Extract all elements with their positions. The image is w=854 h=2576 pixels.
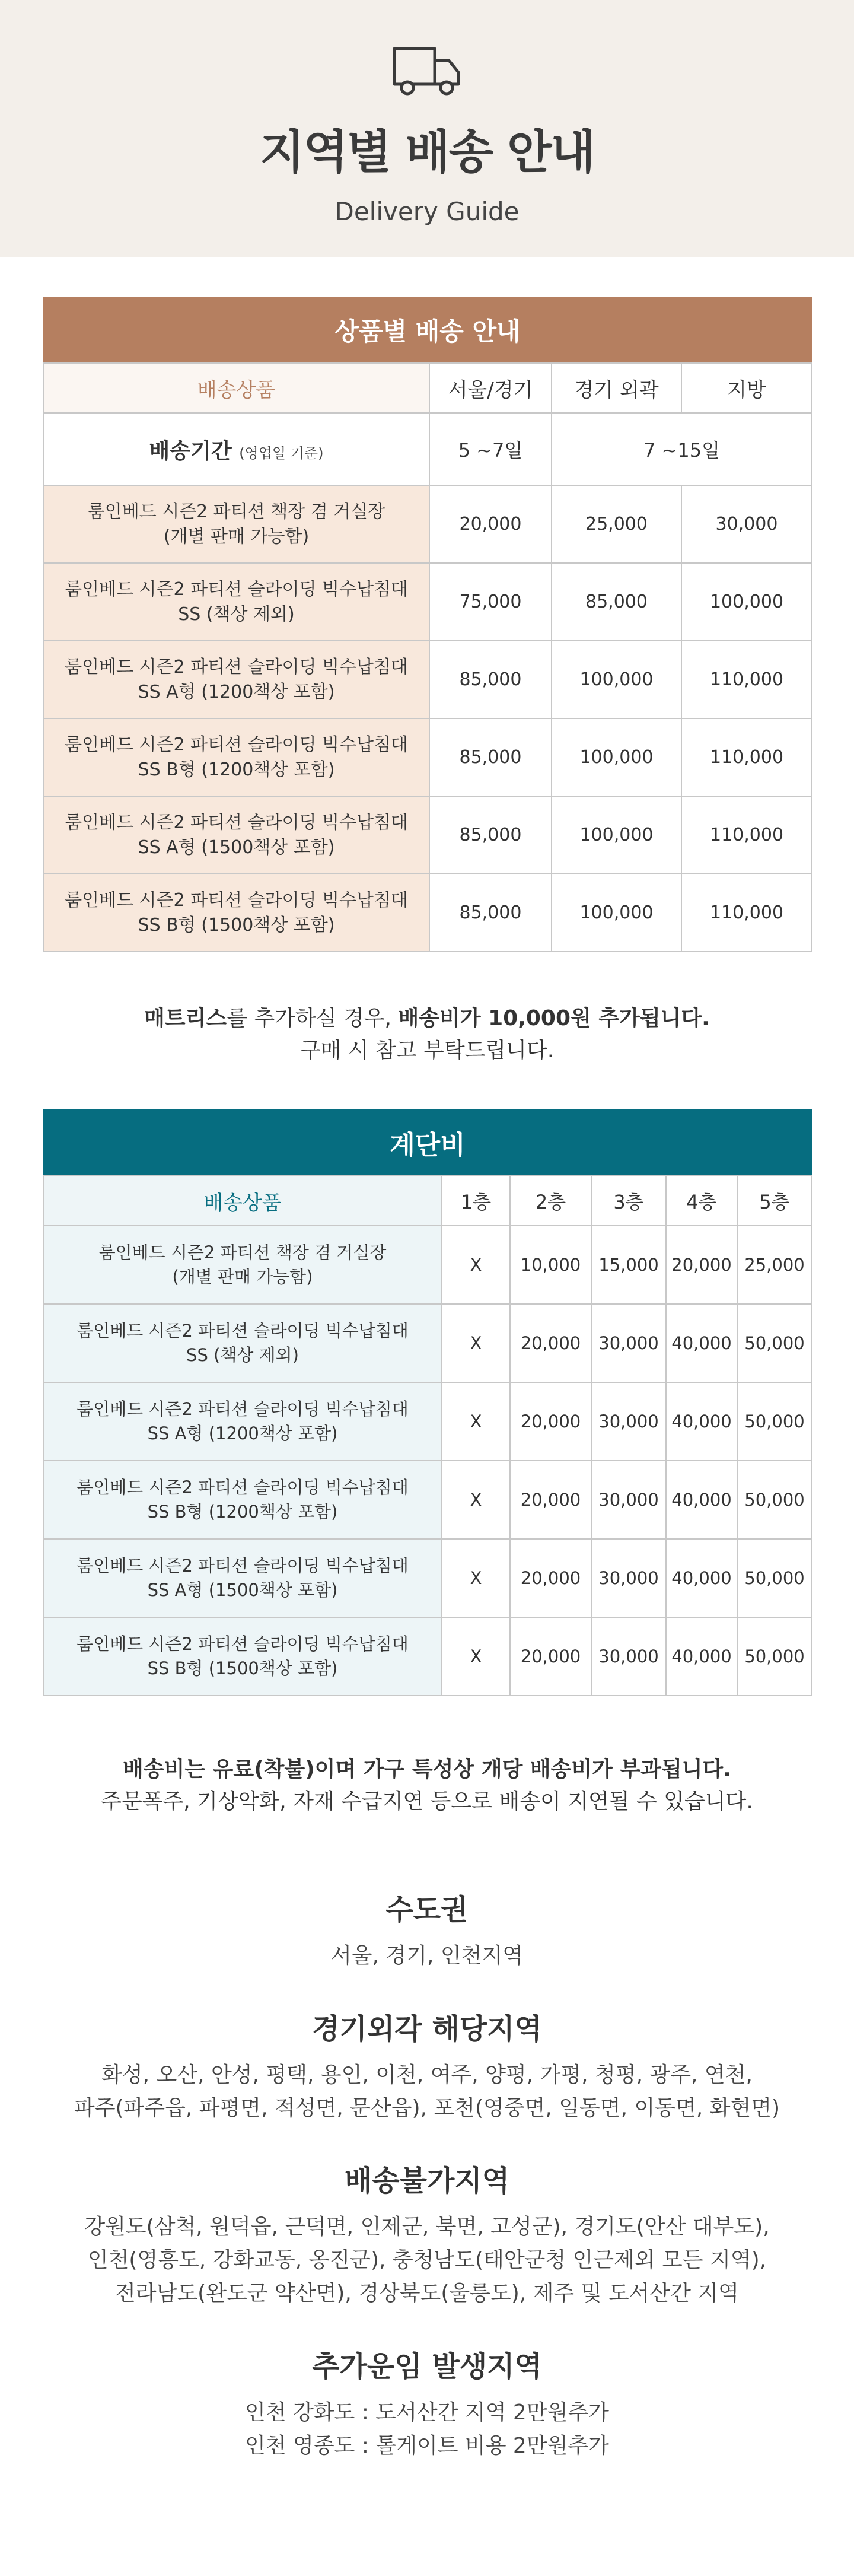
- fee-cell: X: [442, 1617, 510, 1696]
- column-header: 2층: [510, 1176, 591, 1226]
- column-header: 경기 외곽: [552, 363, 681, 413]
- region-title: 배송불가지역: [344, 2164, 510, 2198]
- product-variant: SS B형 (1200책상 포함): [138, 759, 335, 780]
- fee-cell: 100,000: [552, 874, 681, 952]
- fee-cell: X: [442, 1539, 510, 1617]
- table-row: [43, 1617, 812, 1696]
- product-name: 룸인베드 시즌2 파티션 슬라이딩 빅수납침대: [77, 1556, 409, 1576]
- notice-text: 를 추가하실 경우,: [227, 1006, 399, 1031]
- fee-cell: 110,000: [681, 641, 812, 718]
- fee-cell: 85,000: [429, 874, 552, 952]
- table-banner-title: 계단비: [390, 1130, 466, 1160]
- table-row: [43, 485, 812, 563]
- fee-cell: 30,000: [681, 485, 812, 563]
- fee-cell: 40,000: [666, 1304, 737, 1382]
- region-title: 추가운임 발생지역: [312, 2349, 542, 2383]
- table-row: [43, 1226, 812, 1304]
- fee-cell: 85,000: [429, 796, 552, 874]
- table-row: [43, 563, 812, 641]
- hero-header: [0, 0, 854, 257]
- column-header: 배송상품: [43, 363, 429, 413]
- table-row: [43, 1461, 812, 1539]
- fee-cell: 40,000: [666, 1617, 737, 1696]
- fee-cell: 85,000: [552, 563, 681, 641]
- delivery-period-row: [43, 413, 812, 485]
- product-cell: [43, 796, 429, 874]
- fee-cell: 50,000: [737, 1382, 812, 1461]
- region-body: [0, 1939, 854, 1973]
- region-line: 강원도(삼척, 원덕읍, 근덕면, 인제군, 북면, 고성군), 경기도(안산 대부도),: [84, 2215, 770, 2240]
- fee-cell: 30,000: [591, 1304, 666, 1382]
- fee-cell: 85,000: [429, 718, 552, 796]
- product-cell: [43, 718, 429, 796]
- region-body: [0, 2396, 854, 2463]
- shipping-fee-table: [43, 297, 811, 952]
- period-other: 7 ~15일: [552, 413, 812, 485]
- fee-cell: 100,000: [681, 563, 812, 641]
- period-note: (영업일 기준): [239, 444, 324, 462]
- product-cell: [43, 1304, 442, 1382]
- product-cell: [43, 485, 429, 563]
- region-body: [0, 2059, 854, 2125]
- product-variant: SS B형 (1200책상 포함): [147, 1502, 338, 1522]
- fee-cell: 75,000: [429, 563, 552, 641]
- period-label: 배송기간: [149, 438, 232, 463]
- region-line: 전라남도(완도군 약산면), 경상북도(울릉도), 제주 및 도서산간 지역: [115, 2281, 739, 2305]
- mattress-notice-line1: [0, 1003, 854, 1035]
- page-title: 지역별 배송 안내: [260, 126, 594, 179]
- column-header: 4층: [666, 1176, 737, 1226]
- product-cell: [43, 874, 429, 952]
- region-block-extra-fee: [0, 2343, 854, 2463]
- product-name: 룸인베드 시즌2 파티션 슬라이딩 빅수납침대: [65, 578, 408, 600]
- table-row: [43, 796, 812, 874]
- product-variant: SS A형 (1200책상 포함): [147, 1423, 338, 1443]
- fee-cell: 50,000: [737, 1539, 812, 1617]
- table-row: [43, 1304, 812, 1382]
- product-name: 룸인베드 시즌2 파티션 책장 겸 거실장: [98, 1242, 387, 1263]
- stairs-fee-table: [43, 1109, 811, 1696]
- product-variant: SS (책상 제외): [178, 603, 295, 625]
- region-line: 인천(영흥도, 강화교동, 옹진군), 충청남도(태안군청 인근제외 모든 지역),: [87, 2248, 767, 2273]
- product-cell: [43, 1539, 442, 1617]
- product-cell: [43, 641, 429, 718]
- fee-cell: 50,000: [737, 1461, 812, 1539]
- delivery-period-label: [43, 413, 429, 485]
- fee-cell: 20,000: [510, 1617, 591, 1696]
- product-cell: [43, 1382, 442, 1461]
- truck-icon: [392, 43, 462, 100]
- column-header: 1층: [442, 1176, 510, 1226]
- table-row: [43, 641, 812, 718]
- region-title: 경기외각 해당지역: [312, 2012, 542, 2046]
- product-variant: (개별 판매 가능함): [172, 1267, 313, 1287]
- table-banner-title: 상품별 배송 안내: [334, 316, 521, 346]
- fee-cell: 20,000: [429, 485, 552, 563]
- table-header-row: [43, 1176, 812, 1226]
- product-variant: SS A형 (1500책상 포함): [147, 1580, 338, 1600]
- product-variant: SS B형 (1500책상 포함): [147, 1658, 338, 1678]
- fee-cell: X: [442, 1226, 510, 1304]
- fee-cell: X: [442, 1382, 510, 1461]
- fee-notice-line2: 주문폭주, 기상악화, 자재 수급지연 등으로 배송이 지연될 수 있습니다.: [101, 1789, 753, 1814]
- product-name: 룸인베드 시즌2 파티션 슬라이딩 빅수납침대: [77, 1634, 409, 1655]
- column-header: 3층: [591, 1176, 666, 1226]
- region-line: 화성, 오산, 안성, 평택, 용인, 이천, 여주, 양평, 가평, 청평, 광주, 연천,: [101, 2062, 753, 2087]
- fee-cell: 50,000: [737, 1304, 812, 1382]
- fee-cell: 40,000: [666, 1461, 737, 1539]
- fee-cell: X: [442, 1461, 510, 1539]
- product-name: 룸인베드 시즌2 파티션 슬라이딩 빅수납침대: [77, 1477, 409, 1498]
- notice-emphasis: 매트리스: [144, 1006, 227, 1031]
- fee-cell: 20,000: [510, 1304, 591, 1382]
- product-cell: [43, 1617, 442, 1696]
- product-cell: [43, 1461, 442, 1539]
- product-variant: SS B형 (1500책상 포함): [138, 914, 335, 936]
- fee-cell: 110,000: [681, 796, 812, 874]
- product-name: 룸인베드 시즌2 파티션 슬라이딩 빅수납침대: [65, 812, 408, 833]
- product-name: 룸인베드 시즌2 파티션 책장 겸 거실장: [87, 501, 385, 522]
- notice-emphasis: 배송비는 유료(착불)이며 가구 특성상 개당 배송비가 부과됩니다.: [123, 1757, 731, 1782]
- mattress-notice-line2: 구매 시 참고 부탁드립니다.: [299, 1038, 555, 1063]
- fee-cell: 30,000: [591, 1382, 666, 1461]
- fee-cell: 100,000: [552, 718, 681, 796]
- region-block-capital: [0, 1887, 854, 1973]
- fee-cell: 15,000: [591, 1226, 666, 1304]
- fee-notice-line1: [0, 1754, 854, 1786]
- region-line: 파주(파주읍, 파평면, 적성면, 문산읍), 포천(영중면, 일동면, 이동면, 화현면): [74, 2095, 780, 2120]
- table-row: [43, 1539, 812, 1617]
- region-line: 서울, 경기, 인천지역: [331, 1944, 523, 1968]
- fee-cell: 40,000: [666, 1539, 737, 1617]
- fee-cell: 100,000: [552, 796, 681, 874]
- region-block-outer: [0, 2006, 854, 2125]
- fee-cell: 30,000: [591, 1617, 666, 1696]
- table-row: [43, 718, 812, 796]
- mattress-notice: [0, 1003, 854, 1067]
- period-seoul: 5 ~7일: [429, 413, 552, 485]
- region-line: 인천 영종도 : 톨게이트 비용 2만원추가: [245, 2433, 609, 2458]
- page-subtitle: Delivery Guide: [334, 197, 520, 226]
- fee-cell: 20,000: [510, 1461, 591, 1539]
- table-row: [43, 874, 812, 952]
- fee-cell: 20,000: [510, 1382, 591, 1461]
- fee-cell: 25,000: [737, 1226, 812, 1304]
- fee-cell: 110,000: [681, 874, 812, 952]
- table-banner: [43, 1109, 812, 1176]
- column-header: 지방: [681, 363, 812, 413]
- column-header: 서울/경기: [429, 363, 552, 413]
- fee-cell: 30,000: [591, 1539, 666, 1617]
- column-header: 5층: [737, 1176, 812, 1226]
- product-cell: [43, 563, 429, 641]
- region-title: 수도권: [385, 1893, 469, 1926]
- product-variant: (개별 판매 가능함): [163, 526, 310, 547]
- fee-cell: 100,000: [552, 641, 681, 718]
- table-banner: [43, 297, 812, 363]
- product-variant: SS A형 (1200책상 포함): [138, 681, 335, 702]
- fee-cell: 85,000: [429, 641, 552, 718]
- fee-notice: [0, 1754, 854, 1818]
- table-row: [43, 1382, 812, 1461]
- fee-cell: 40,000: [666, 1382, 737, 1461]
- region-block-unavailable: [0, 2158, 854, 2310]
- region-line: 인천 강화도 : 도서산간 지역 2만원추가: [245, 2400, 609, 2425]
- table-header-row: [43, 363, 812, 413]
- fee-cell: X: [442, 1304, 510, 1382]
- fee-cell: 30,000: [591, 1461, 666, 1539]
- product-variant: SS (책상 제외): [186, 1345, 299, 1365]
- column-header: 배송상품: [43, 1176, 442, 1226]
- product-cell: [43, 1226, 442, 1304]
- notice-emphasis: 배송비가 10,000원 추가됩니다.: [398, 1006, 710, 1031]
- product-name: 룸인베드 시즌2 파티션 슬라이딩 빅수납침대: [77, 1399, 409, 1420]
- product-variant: SS A형 (1500책상 포함): [138, 837, 335, 858]
- fee-cell: 10,000: [510, 1226, 591, 1304]
- product-name: 룸인베드 시즌2 파티션 슬라이딩 빅수납침대: [65, 656, 408, 678]
- region-body: [0, 2211, 854, 2310]
- fee-cell: 110,000: [681, 718, 812, 796]
- fee-cell: 50,000: [737, 1617, 812, 1696]
- product-name: 룸인베드 시즌2 파티션 슬라이딩 빅수납침대: [65, 889, 408, 911]
- product-name: 룸인베드 시즌2 파티션 슬라이딩 빅수납침대: [77, 1321, 409, 1341]
- region-info: [0, 1887, 854, 2495]
- product-name: 룸인베드 시즌2 파티션 슬라이딩 빅수납침대: [65, 734, 408, 755]
- fee-cell: 20,000: [666, 1226, 737, 1304]
- fee-cell: 20,000: [510, 1539, 591, 1617]
- fee-cell: 25,000: [552, 485, 681, 563]
